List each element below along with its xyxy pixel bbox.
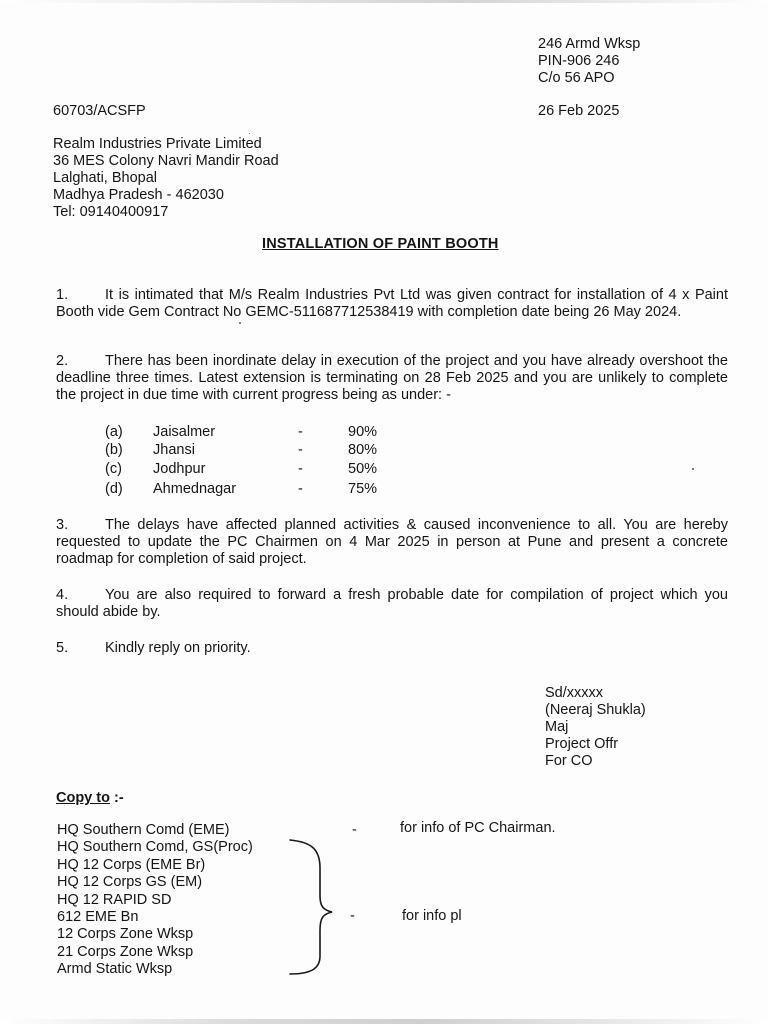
copy-first-purpose: for info of PC Chairman.	[400, 820, 556, 836]
paragraph-number: 3.	[56, 517, 69, 533]
addressee-address	[53, 136, 279, 221]
paragraph-text: There has been inordinate delay in execution of the project and you have already overshoot the deadline three times. Latest extension is terminating on 28 Feb 2025 and you are unlikely to complete the project in due time with current progress being as under: -	[56, 353, 728, 403]
copy-recipient: 612 EME Bn	[57, 909, 139, 926]
signature-line: For CO	[545, 753, 593, 769]
progress-label: (d)	[105, 481, 123, 497]
addressee-line: Realm Industries Private Limited	[53, 136, 262, 152]
copy-recipient: HQ Southern Comd (EME)	[57, 822, 230, 838]
sender-line: C/o 56 APO	[538, 70, 615, 86]
paragraph-text: You are also required to forward a fresh probable date for compilation of project which you should abide by.	[56, 587, 728, 620]
copy-group-purpose: for info pl	[402, 908, 462, 924]
progress-dash: -	[298, 461, 303, 477]
progress-row	[105, 441, 405, 459]
sender-line: 246 Armd Wksp	[538, 36, 641, 52]
signature-line: (Neeraj Shukla)	[545, 702, 646, 718]
copy-first-dash: -	[352, 822, 357, 838]
copy-group-dash: -	[350, 908, 355, 924]
progress-percent: 75%	[348, 481, 378, 497]
grouping-brace-icon	[288, 838, 348, 978]
progress-site: Jodhpur	[153, 461, 206, 477]
copy-recipient: HQ 12 Corps GS (EM)	[57, 874, 203, 891]
progress-row	[105, 480, 405, 498]
progress-dash: -	[298, 481, 303, 497]
sender-address	[538, 36, 640, 87]
paragraph-3	[56, 517, 728, 568]
copy-to-heading	[56, 790, 124, 806]
scan-speck	[692, 468, 694, 470]
scan-speck	[249, 133, 250, 134]
addressee-line: Tel: 09140400917	[53, 204, 169, 220]
copy-recipient: HQ 12 RAPID SD	[57, 891, 172, 908]
copy-to-label: Copy to	[56, 790, 110, 806]
copy-recipient: 12 Corps Zone Wksp	[57, 926, 194, 943]
progress-percent: 90%	[348, 424, 378, 440]
copy-recipient: Armd Static Wksp	[57, 961, 173, 978]
paragraph-4	[56, 587, 728, 621]
sender-line: PIN-906 246	[538, 53, 620, 69]
signature-line: Maj	[545, 719, 569, 735]
reference-number: 60703/ACSFP	[53, 103, 146, 119]
paragraph-text: The delays have affected planned activities & caused inconvenience to all. You are hereby requested to update the PC Chairmen on 4 Mar 2025 in person at Pune and present a concrete roadmap for completion of said project.	[56, 517, 728, 567]
paragraph-2	[56, 353, 728, 404]
progress-site: Jhansi	[153, 442, 195, 458]
addressee-line: 36 MES Colony Navri Mandir Road	[53, 153, 279, 169]
scan-edge-bottom	[0, 1019, 768, 1024]
progress-percent: 50%	[348, 461, 378, 477]
progress-row	[105, 460, 405, 478]
paragraph-text: It is intimated that M/s Realm Industries Pvt Ltd was given contract for installation of 4 x Paint Booth vide Gem Contract No GEMC-511687712538419 with completion date being 26 May 2024.	[56, 287, 728, 320]
copy-recipient: HQ 12 Corps (EME Br)	[57, 856, 206, 873]
signature-line: Project Offr	[545, 736, 619, 752]
progress-row	[105, 423, 405, 441]
progress-label: (b)	[105, 442, 123, 458]
copy-recipient: HQ Southern Comd, GS(Proc)	[57, 839, 253, 856]
paragraph-number: 1.	[56, 287, 69, 303]
progress-dash: -	[298, 442, 303, 458]
signature-line: Sd/xxxxx	[545, 685, 604, 701]
paragraph-1	[56, 287, 728, 321]
copy-to-suffix: :-	[109, 790, 124, 806]
scan-edge-top	[0, 0, 768, 3]
progress-label: (c)	[105, 461, 122, 477]
progress-dash: -	[298, 424, 303, 440]
progress-site: Jaisalmer	[153, 424, 216, 440]
addressee-line: Lalghati, Bhopal	[53, 170, 157, 186]
copy-recipient-list	[57, 822, 253, 979]
addressee-line: Madhya Pradesh - 462030	[53, 187, 224, 203]
signature-block	[545, 685, 646, 770]
letter-subject: INSTALLATION OF PAINT BOOTH	[262, 236, 499, 252]
progress-label: (a)	[105, 424, 123, 440]
paragraph-number: 4.	[56, 587, 69, 603]
letter-date: 26 Feb 2025	[538, 103, 620, 119]
paragraph-number: 5.	[56, 640, 69, 656]
progress-percent: 80%	[348, 442, 378, 458]
paragraph-text: Kindly reply on priority.	[105, 640, 251, 656]
paragraph-5	[56, 640, 728, 657]
progress-site: Ahmednagar	[153, 481, 237, 497]
copy-recipient: 21 Corps Zone Wksp	[57, 943, 194, 960]
paragraph-number: 2.	[56, 353, 69, 369]
scan-speck	[239, 322, 241, 324]
